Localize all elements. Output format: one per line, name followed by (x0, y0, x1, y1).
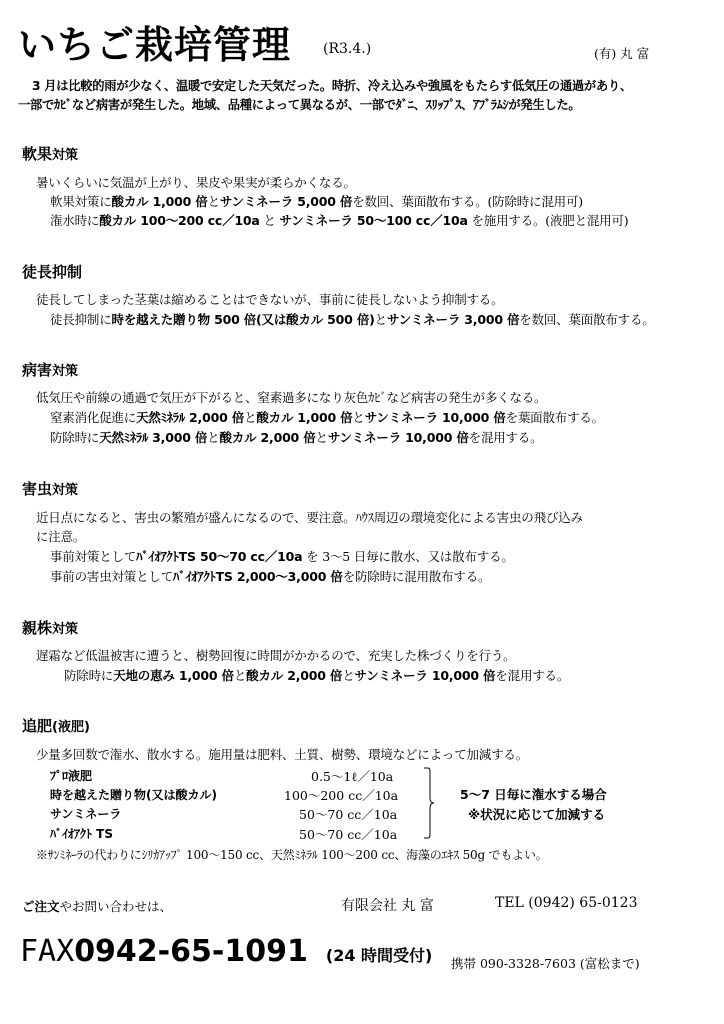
heading-pests-sub: 対策 (52, 483, 79, 498)
company-name: 有限会社 丸 富 (341, 898, 434, 914)
text: を混用する。 (495, 668, 570, 683)
product-dose: 天然ﾐﾈﾗﾙ 3,000 倍 (99, 430, 208, 445)
fert-amount-4: 50～70 cc／10a (299, 827, 398, 842)
text: 窒素消化促進に (50, 410, 137, 425)
pests-desc-2: に注意。 (36, 529, 86, 544)
text: を 3～5 日毎に散水、又は散布する。 (302, 549, 514, 564)
text: と (207, 194, 220, 209)
heading-topdress-sub: (液肥) (52, 720, 90, 735)
text: 軟果対策に (50, 194, 112, 209)
product-dose: 天然ﾐﾈﾗﾙ 2,000 倍 (136, 410, 245, 425)
text: を防除時に混用散布する。 (342, 569, 491, 584)
product-dose: サンミネーラ 10,000 倍 (327, 430, 469, 445)
text: を葉面散布する。 (505, 410, 604, 425)
text: と (207, 430, 220, 445)
fax-number: 0942-65-1091 (74, 934, 308, 969)
topdress-note-2: ※状況に応じて加減する (468, 807, 606, 822)
overgrowth-desc: 徒長してしまった茎葉は縮めることはできないが、事前に徒長しないよう抑制する。 (36, 292, 504, 307)
disease-line-2 (50, 428, 542, 446)
text: と (233, 668, 247, 683)
heading-overgrowth: 徒長抑制 (22, 263, 83, 281)
disease-line-1 (50, 408, 604, 426)
text: と (315, 430, 328, 445)
heading-disease-main: 病害 (22, 361, 53, 379)
topdress-footnote: ※ｻﾝﾐﾈｰﾗの代わりにｼﾘｶｱｯﾌﾟ 100～150 cc、天然ﾐﾈﾗﾙ 100～200 cc、海藻のｴｷｽ 50g でもよい。 (36, 848, 548, 862)
disease-desc: 低気圧や前線の通過で気圧が下がると、窒素過多になり灰色ｶﾋﾞなど病害の発生が多くなる。 (36, 390, 547, 405)
overgrowth-line-1 (50, 310, 655, 328)
contact-lead (22, 897, 172, 915)
text: を施用する。(液肥と混用可) (467, 213, 629, 228)
product-dose: 酸カル 1,000 倍 (111, 194, 208, 209)
fert-amount-1: 0.5～1ℓ／10a (311, 769, 394, 784)
product-dose: サンミネーラ 3,000 倍 (386, 312, 520, 327)
heading-topdress-main: 追肥 (22, 717, 53, 735)
product-dose: サンミネーラ 50～100 cc／10a (279, 213, 468, 228)
fert-name-1: ﾌﾟﾛ液肥 (50, 769, 93, 783)
contact-lead-rest: やお問い合わせは、 (59, 899, 173, 914)
heading-pests (22, 478, 78, 499)
heading-mother-plant-main: 親株 (22, 619, 53, 637)
text: を数回、葉面散布する。(防除時に混用可) (352, 194, 583, 209)
fax-prefix: FAX (20, 934, 75, 969)
fert-amount-3: 50～70 cc／10a (299, 807, 398, 822)
product-dose: サンミネーラ 5,000 倍 (219, 194, 353, 209)
page-title: いちご栽培管理 (18, 23, 292, 67)
heading-disease (22, 359, 78, 380)
topdress-desc: 少量多回数で潅水、散水する。施用量は肥料、土質、樹勢、環境などによって加減する。 (36, 747, 529, 762)
mobile-number: 携帯 090-3328-7603 (富松まで) (451, 956, 640, 971)
text: と (374, 312, 387, 327)
soft-fruit-line-2 (50, 211, 628, 229)
contact-lead-bold: ご注文 (22, 899, 60, 914)
product-dose: ﾊﾞｲｵｱｸﾄTS 2,000～3,000 倍 (173, 569, 343, 584)
intro-line-1: 3 月は比較的雨が少なく、温暖で安定した天気だった。時折、冷え込みや強風をもたらす低気圧の通過があり、 (32, 79, 632, 93)
soft-fruit-line-1 (50, 192, 583, 210)
topdress-note-1: 5～7 日毎に潅水する場合 (460, 787, 607, 802)
text: 事前対策として (50, 549, 137, 564)
product-dose: サンミネーラ 10,000 倍 (354, 668, 496, 683)
heading-soft-fruit-main: 軟果 (22, 145, 53, 163)
product-dose: 時を越えた贈り物 500 倍(又は酸カル 500 倍) (111, 312, 375, 327)
text: 徒長抑制に (50, 312, 112, 327)
intro-line-2: 一部でｶﾋﾞなど病害が発生した。地域、品種によって異なるが、一部でﾀﾞﾆ、ｽﾘｯﾌﾟｽ、ｱﾌﾞﾗﾑｼが発生した。 (18, 98, 581, 112)
product-dose: 酸カル 2,000 倍 (246, 668, 343, 683)
fert-amount-2: 100～200 cc／10a (284, 788, 399, 803)
pests-desc-1: 近日点になると、害虫の繁殖が盛んになるので、要注意。ﾊｳｽ周辺の環境変化による害虫の飛び込み (36, 510, 583, 525)
heading-mother-plant-sub: 対策 (52, 622, 79, 637)
fax-note: (24 時間受付) (325, 946, 433, 965)
mother-plant-desc: 遅霜など低温被害に遭うと、樹勢回復に時間がかかるので、充実した株づくりを行う。 (36, 648, 516, 663)
text: を混用する。 (468, 430, 543, 445)
text: と (352, 410, 365, 425)
text: と (342, 668, 355, 683)
heading-disease-sub: 対策 (52, 364, 79, 379)
text: 防除時に (50, 430, 100, 445)
issue-date: (R3.4.) (323, 41, 372, 57)
company-short-name: (有) 丸 富 (594, 46, 650, 61)
soft-fruit-desc: 暑いくらいに気温が上がり、果皮や果実が柔らかくなる。 (36, 175, 356, 190)
product-dose: 酸カル 1,000 倍 (256, 410, 353, 425)
fert-name-2: 時を越えた贈り物(又は酸カル) (50, 788, 217, 802)
tel-number: TEL (0942) 65-0123 (495, 895, 638, 911)
product-dose: サンミネーラ 10,000 倍 (364, 410, 506, 425)
text: 防除時に (64, 668, 114, 683)
heading-mother-plant (22, 617, 78, 638)
pests-line-1 (50, 547, 514, 565)
product-dose: ﾊﾞｲｵｱｸﾄTS 50～70 cc／10a (136, 549, 303, 564)
mother-plant-line-1 (64, 666, 569, 684)
heading-soft-fruit-sub: 対策 (52, 148, 79, 163)
fert-name-4: ﾊﾞｲｵｱｸﾄ TS (50, 827, 114, 841)
product-dose: 天地の恵み 1,000 倍 (113, 668, 234, 683)
text: 潅水時に (50, 213, 100, 228)
heading-topdress (22, 715, 90, 736)
bracket-icon (423, 767, 435, 839)
text: と (244, 410, 257, 425)
text: と (259, 213, 280, 228)
heading-soft-fruit (22, 143, 78, 164)
product-dose: 酸カル 2,000 倍 (219, 430, 316, 445)
fert-name-3: サンミネーラ (50, 807, 122, 821)
text: を数回、葉面散布する。 (519, 312, 655, 327)
text: 事前の害虫対策として (50, 569, 174, 584)
fax-line (20, 934, 432, 969)
product-dose: 酸カル 100～200 cc／10a (99, 213, 260, 228)
pests-line-2 (50, 567, 490, 585)
heading-pests-main: 害虫 (22, 480, 53, 498)
